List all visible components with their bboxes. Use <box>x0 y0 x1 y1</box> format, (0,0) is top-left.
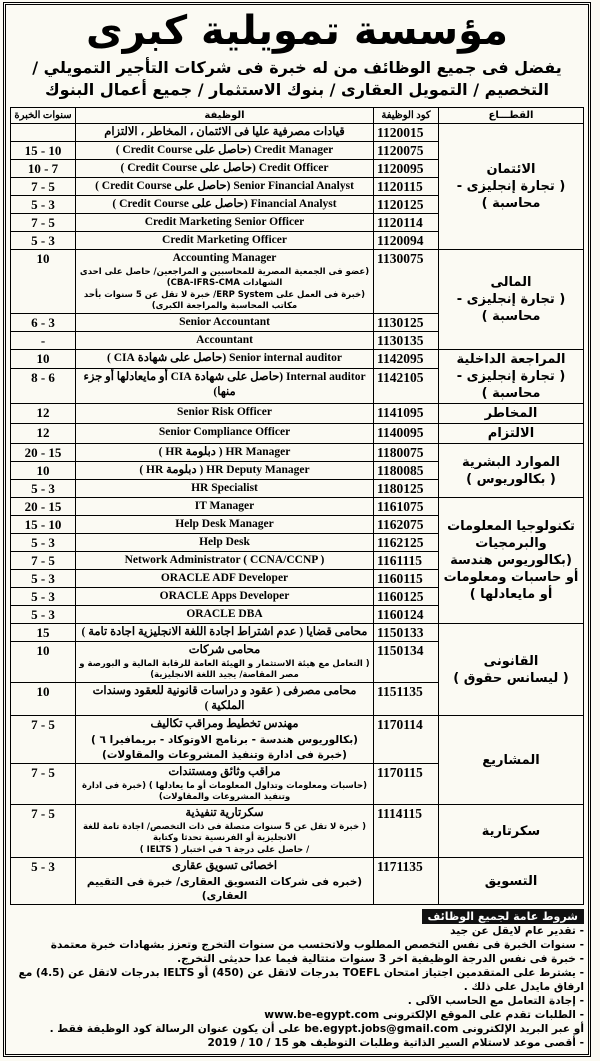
job-title: Senior Compliance Officer <box>158 426 291 438</box>
job-note: (حاسبات ومعلومات وتداول المعلومات أو ما يعادلها ) (خبرة فى ادارة وتنفيذ المشروعات والمقاولات) <box>82 781 367 802</box>
job-code: 1170114 <box>374 716 439 764</box>
job-title: محامى مصرفى ( عقود و دراسات قانونية للعقود وسندات الملكية ) <box>92 685 357 712</box>
job-title-cell <box>76 214 374 232</box>
jobs-table-body <box>11 124 584 905</box>
job-title-cell <box>76 332 374 350</box>
job-title-cell <box>76 124 374 142</box>
sector-qualification: ( تجارة إنجليزى - محاسبة ) <box>456 369 566 401</box>
condition-item: - الطلبات تقدم على الموقع الإلكترونى www.be-egypt.com <box>264 1009 584 1021</box>
job-code: 1160124 <box>374 606 439 624</box>
sector-name: الائتمان <box>486 162 536 177</box>
sector-cell <box>439 424 584 444</box>
job-title-cell <box>76 232 374 250</box>
job-years: 7 - 5 <box>11 716 76 764</box>
header-sector: القطـــاع <box>439 108 584 124</box>
sector-name: الموارد البشرية <box>461 454 561 470</box>
job-title: Help Desk <box>199 536 250 548</box>
sector-name: المالى <box>490 275 532 290</box>
job-code: 1120095 <box>374 160 439 178</box>
job-title-cell <box>76 552 374 570</box>
job-title: Credit Officer (حاصل على Credit Course ) <box>120 162 329 174</box>
job-code: 1170115 <box>374 764 439 805</box>
job-note: (خبرة فى ادارة وتنفيذ المشروعات والمقاولات) <box>102 749 347 761</box>
table-row <box>11 858 584 905</box>
table-header-row <box>11 108 584 124</box>
job-title-cell <box>76 588 374 606</box>
job-title: Senior internal auditor (حاصل على شهادة CIA ) <box>107 352 342 364</box>
table-row <box>11 624 584 642</box>
sector-cell <box>439 498 584 624</box>
job-code: 1142105 <box>374 369 439 404</box>
jobs-table <box>10 107 584 905</box>
sector-qualification: ( ليسانس حقوق ) <box>453 670 569 686</box>
condition-item: - خبرة فى نفس الدرجة الوظيفية اخر 3 سنوات متتالية فيما عدا حديثى التخرج. <box>177 953 584 965</box>
sector-name: القانونى <box>483 653 539 669</box>
job-years: 5 - 3 <box>11 588 76 606</box>
sector-cell <box>439 624 584 716</box>
job-years: 15 - 10 <box>11 142 76 160</box>
job-title-cell <box>76 350 374 369</box>
job-title-cell <box>76 142 374 160</box>
job-code: 1140095 <box>374 424 439 444</box>
job-title: ORACLE ADF Developer <box>160 572 289 584</box>
sector-name: المراجعة الداخلية <box>456 352 566 367</box>
subtitle-line: التخصيم / التمويل العقارى / بنوك الاستثمار / جميع أعمال البنوك <box>45 80 549 99</box>
header-years: سنوات الخبرة <box>11 108 76 124</box>
sector-cell <box>439 124 584 250</box>
job-note: ( خبرة لا تقل عن 5 سنوات متصلة فى ذات التخصص/ اجادة تامة للغة الانجليزية أو الفرنسية تحدثا وكتابة <box>83 822 366 843</box>
job-title-cell <box>76 196 374 214</box>
job-title: سكرتارية تنفيذية <box>185 807 264 819</box>
job-note: (بكالوريوس هندسة - برنامج الاوتوكاد - بريمافيرا ٦ ) <box>91 734 358 746</box>
job-title: IT Manager <box>194 500 255 512</box>
job-years: 10 <box>11 350 76 369</box>
job-title-cell <box>76 534 374 552</box>
job-code: 1114115 <box>374 805 439 858</box>
table-row <box>11 805 584 858</box>
job-years: 5 - 3 <box>11 858 76 905</box>
job-code: 1171135 <box>374 858 439 905</box>
job-years: 10 <box>11 683 76 716</box>
job-years: 10 - 7 <box>11 160 76 178</box>
job-title: ORACLE Apps Developer <box>159 590 290 602</box>
sector-cell <box>439 858 584 905</box>
job-title-cell <box>76 369 374 404</box>
job-years: 5 - 3 <box>11 606 76 624</box>
sector-qualification: ( تجارة إنجليزى - محاسبة ) <box>456 292 566 324</box>
table-row <box>11 716 584 764</box>
job-note: (خبره فى شركات التسويق العقارى/ خبرة فى التقييم العقارى) <box>86 876 363 902</box>
ad-title: مؤسسة تمويلية كبرى <box>86 8 508 54</box>
job-note: ( التعامل مع هيئة الاستثمار و الهيئة العامة للرقابة المالية و البورصة و مصر المقاصة/ يجيد اللغة الانجليزية) <box>79 659 370 680</box>
job-years: 15 <box>11 624 76 642</box>
job-code: 1141095 <box>374 404 439 424</box>
job-years: 5 - 3 <box>11 480 76 498</box>
job-code: 1150133 <box>374 624 439 642</box>
sector-name: سكرتارية <box>481 823 541 839</box>
job-title: HR Manager ( دبلومة HR ) <box>158 446 291 458</box>
table-row <box>11 124 584 142</box>
job-code: 1151135 <box>374 683 439 716</box>
job-title: Accountant <box>196 334 253 346</box>
conditions-heading: شروط عامة لجميع الوظائف <box>422 909 585 924</box>
subtitle-line: يفضل فى جميع الوظائف من له خبرة فى شركات التأجير التمويلي / <box>32 58 562 77</box>
condition-item: - يشترط على المتقدمين اجتياز امتحان TOEFL بدرجات لاتقل عن (450) أو IELTS بدرجات لاتقل عن (4.5) مع ارفاق مايدل على ذلك . <box>18 967 584 993</box>
job-years: 15 - 10 <box>11 516 76 534</box>
sector-qualification: ( تجارة إنجليزى - محاسبة ) <box>456 179 566 211</box>
sector-cell <box>439 805 584 858</box>
job-years: 7 - 5 <box>11 764 76 805</box>
ad-subtitle <box>10 57 584 101</box>
table-row <box>11 444 584 462</box>
job-note: (خبرة فى العمل على ERP System/ خبرة لا تقل عن 5 سنوات بأحد مكاتب المحاسبة والمراجعة الكبرى) <box>83 290 366 311</box>
job-title-cell <box>76 570 374 588</box>
job-code: 1120125 <box>374 196 439 214</box>
sector-cell <box>439 716 584 805</box>
job-title-cell <box>76 716 374 764</box>
job-code: 1130075 <box>374 250 439 314</box>
job-years: 20 - 15 <box>11 444 76 462</box>
condition-item: - سنوات الخبرة فى نفس التخصص المطلوب ولاتحتسب من سنوات التخرج وتعزز بشهادات خبرة معتمدة <box>50 939 584 951</box>
table-row <box>11 498 584 516</box>
ad-frame <box>3 2 591 1057</box>
job-code: 1180125 <box>374 480 439 498</box>
job-title: Senior Financial Analyst (حاصل على Credit Course ) <box>95 180 354 192</box>
header-code: كود الوظيفة <box>374 108 439 124</box>
sector-qualification: (بكالوريوس هندسة أو حاسبات ومعلومات أو مايعادلها ) <box>443 553 579 602</box>
job-years: 10 <box>11 462 76 480</box>
job-title-cell <box>76 178 374 196</box>
job-years: 7 - 5 <box>11 805 76 858</box>
job-years: 7 - 5 <box>11 552 76 570</box>
job-title-cell <box>76 683 374 716</box>
job-code: 1161075 <box>374 498 439 516</box>
job-title: Accounting Manager <box>172 252 277 264</box>
job-title-cell <box>76 642 374 683</box>
job-note: (عضو فى الجمعية المصرية للمحاسبين و المراجعين/ حاصل على احدى الشهادات CBA-IFRS-CMA) <box>79 267 370 288</box>
job-title: محامى قضايا ( عدم اشتراط اجادة اللغة الانجليزية اجادة تامة ) <box>81 626 368 638</box>
job-years: 10 <box>11 642 76 683</box>
job-code: 1120094 <box>374 232 439 250</box>
job-title: Credit Marketing Officer <box>162 234 287 246</box>
sector-name: التسويق <box>484 873 538 889</box>
job-title: Financial Analyst (حاصل على Credit Course ) <box>112 198 337 210</box>
job-title: Help Desk Manager <box>175 518 274 530</box>
job-title-cell <box>76 498 374 516</box>
job-title: اخصائى تسويق عقارى <box>171 860 278 872</box>
job-years: 5 - 3 <box>11 570 76 588</box>
condition-item: - أقصى موعد لاستلام السير الذاتية وطلبات التوظيف هو 15 / 10 / 2019 <box>207 1037 584 1049</box>
job-title-cell <box>76 764 374 805</box>
job-years: 7 - 5 <box>11 178 76 196</box>
job-title: Senior Risk Officer <box>177 406 272 418</box>
job-title: Credit Manager (حاصل على Credit Course ) <box>115 144 334 156</box>
job-title: قيادات مصرفية عليا فى الائتمان ، المخاطر ، الالتزام <box>104 126 345 138</box>
sector-cell <box>439 444 584 498</box>
job-code: 1120114 <box>374 214 439 232</box>
job-title: Senior Accountant <box>179 316 270 328</box>
table-row <box>11 404 584 424</box>
job-years: 5 - 3 <box>11 232 76 250</box>
job-code: 1162125 <box>374 534 439 552</box>
job-title-cell <box>76 462 374 480</box>
job-title-cell <box>76 250 374 314</box>
general-conditions <box>10 909 584 1050</box>
sector-qualification: ( بكالوريوس ) <box>466 471 556 487</box>
job-code: 1180085 <box>374 462 439 480</box>
job-code: 1180075 <box>374 444 439 462</box>
job-code: 1130125 <box>374 314 439 332</box>
job-years: 20 - 15 <box>11 498 76 516</box>
sector-cell <box>439 250 584 350</box>
job-title: محامى شركات <box>188 644 261 656</box>
job-title: ORACLE DBA <box>186 608 263 620</box>
job-code: 1160115 <box>374 570 439 588</box>
job-years: 7 - 5 <box>11 214 76 232</box>
job-title-cell <box>76 404 374 424</box>
condition-item: - تقدير عام لايقل عن جيد <box>450 925 584 937</box>
job-title: مراقب وثائق ومستندات <box>168 766 281 778</box>
job-code: 1142095 <box>374 350 439 369</box>
condition-item: أو عبر البريد الإلكترونى be.egypt.jobs@gmail.com على أن يكون عنوان الرسالة كود الوظيفة فقط . <box>49 1023 584 1035</box>
job-title: Network Administrator ( CCNA/CCNP ) <box>124 554 325 566</box>
table-row <box>11 424 584 444</box>
job-code: 1120015 <box>374 124 439 142</box>
sector-name: تكنولوجيا المعلومات والبرمجيات <box>447 519 575 551</box>
condition-item: - إجادة التعامل مع الحاسب الآلى . <box>407 995 584 1007</box>
job-code: 1130135 <box>374 332 439 350</box>
job-years: - <box>11 332 76 350</box>
sector-name: المخاطر <box>484 406 538 421</box>
job-title: Credit Marketing Senior Officer <box>144 216 305 228</box>
job-title-cell <box>76 606 374 624</box>
job-title: Internal auditor (حاصل على شهادة CIA أو مايعادلها أو جزء منها) <box>83 371 366 399</box>
header-title: الوظيفة <box>76 108 374 124</box>
table-row <box>11 350 584 369</box>
job-title-cell <box>76 424 374 444</box>
sector-cell <box>439 350 584 404</box>
job-title-cell <box>76 444 374 462</box>
job-title: HR Deputy Manager ( دبلومة HR ) <box>139 464 310 476</box>
job-title-cell <box>76 805 374 858</box>
job-title-cell <box>76 160 374 178</box>
job-title-cell <box>76 314 374 332</box>
job-code: 1120075 <box>374 142 439 160</box>
conditions-list <box>10 924 584 1050</box>
job-years: 5 - 3 <box>11 196 76 214</box>
job-years: 5 - 3 <box>11 534 76 552</box>
job-note: / حاصل على درجة ٦ فى اختبار ( IELTS ) <box>139 845 310 855</box>
job-title: مهندس تخطيط ومراقب تكاليف <box>150 718 299 730</box>
job-years: 8 - 6 <box>11 369 76 404</box>
job-code: 1162075 <box>374 516 439 534</box>
job-code: 1160125 <box>374 588 439 606</box>
sector-name: المشاريع <box>482 752 540 768</box>
job-code: 1120115 <box>374 178 439 196</box>
job-code: 1161115 <box>374 552 439 570</box>
job-title-cell <box>76 516 374 534</box>
job-title: HR Specialist <box>191 482 258 494</box>
sector-cell <box>439 404 584 424</box>
job-years: 10 <box>11 250 76 314</box>
sector-name: الالتزام <box>487 426 535 441</box>
job-title-cell <box>76 624 374 642</box>
job-years <box>11 124 76 142</box>
job-years: 6 - 3 <box>11 314 76 332</box>
job-code: 1150134 <box>374 642 439 683</box>
job-years: 12 <box>11 404 76 424</box>
job-title-cell <box>76 480 374 498</box>
table-row <box>11 250 584 314</box>
job-title-cell <box>76 858 374 905</box>
job-years: 12 <box>11 424 76 444</box>
